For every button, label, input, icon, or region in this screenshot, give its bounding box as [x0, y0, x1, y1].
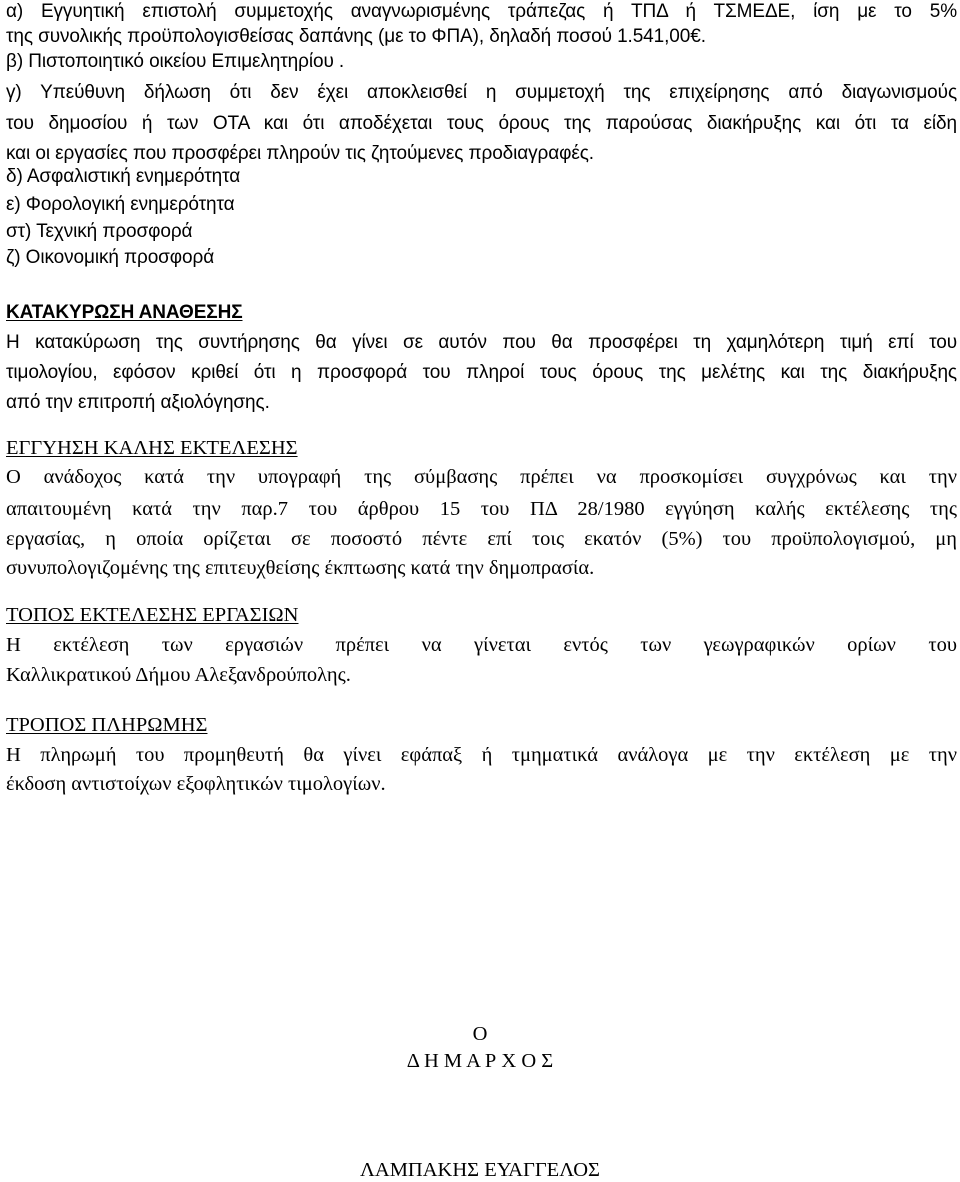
signature-title: Δ Η Μ Α Ρ Χ Ο Σ: [406, 1050, 554, 1072]
award-line-2: τιμολογίου, εφόσον κριθεί ότι η προσφορά του πληροί τους όρους της μελέτης και της διακήρυξης: [6, 362, 957, 383]
item-d: δ) Ασφαλιστική ενημερότητα: [6, 166, 241, 187]
item-z: ζ) Οικονομική προσφορά: [6, 247, 215, 268]
signature-article: Ο: [472, 1023, 488, 1045]
guarantee-line-3: εργασίας, η οποία ορίζεται σε ποσοστό πέντε επί τοις εκατόν (5%) του προϋπολογισμού, μη: [6, 528, 957, 550]
award-line-3: από την επιτροπή αξιολόγησης.: [6, 392, 270, 413]
award-heading: ΚΑΤΑΚΥΡΩΣΗ ΑΝΑΘΕΣΗΣ: [6, 302, 243, 323]
item-c-line-3: και οι εργασίες που προσφέρει πληρούν τις ζητούμενες προδιαγραφές.: [6, 143, 594, 164]
item-c-line-2: του δημοσίου ή των ΟΤΑ και ότι αποδέχεται τους όρους της παρούσας διακήρυξης και ότι τα είδη: [6, 113, 957, 134]
item-c-line-1: γ) Υπεύθυνη δήλωση ότι δεν έχει αποκλεισθεί η συμμετοχή της επιχείρησης από διαγωνισμούς: [6, 82, 957, 103]
payment-line-1: Η πληρωμή του προμηθευτή θα γίνει εφάπαξ ή τμηματικά ανάλογα με την εκτέλεση με την: [6, 744, 957, 766]
location-line-2: Καλλικρατικού Δήμου Αλεξανδρούπολης.: [6, 664, 351, 686]
item-a-line-2: της συνολικής προϋπολογισθείσας δαπάνης (με το ΦΠΑ), δηλαδή ποσού 1.541,00€.: [6, 26, 706, 47]
guarantee-heading: ΕΓΓΥΗΣΗ ΚΑΛΗΣ ΕΚΤΕΛΕΣΗΣ: [6, 437, 298, 459]
payment-heading: ΤΡΟΠΟΣ ΠΛΗΡΩΜΗΣ: [6, 714, 208, 736]
item-e: ε) Φορολογική ενημερότητα: [6, 194, 235, 215]
guarantee-line-4: συνυπολογιζομένης της επιτευχθείσης έκπτωσης κατά την δημοπρασία.: [6, 557, 595, 579]
location-heading: ΤΟΠΟΣ ΕΚΤΕΛΕΣΗΣ ΕΡΓΑΣΙΩΝ: [6, 604, 299, 626]
guarantee-line-2: απαιτουμένη κατά την παρ.7 του άρθρου 15 του ΠΔ 28/1980 εγγύηση καλής εκτέλεσης της: [6, 498, 957, 520]
item-b: β) Πιστοποιητικό οικείου Επιμελητηρίου .: [6, 51, 345, 72]
location-line-1: Η εκτέλεση των εργασιών πρέπει να γίνεται εντός των γεωγραφικών ορίων του: [6, 634, 957, 656]
item-a-line-1: α) Εγγυητική επιστολή συμμετοχής αναγνωρισμένης τράπεζας ή ΤΠΔ ή ΤΣΜΕΔΕ, ίση με το 5%: [6, 1, 957, 22]
payment-line-2: έκδοση αντιστοίχων εξοφλητικών τιμολογίων.: [6, 773, 386, 795]
item-st: στ) Τεχνική προσφορά: [6, 221, 193, 242]
signature-name: ΛΑΜΠΑΚΗΣ ΕΥΑΓΓΕΛΟΣ: [360, 1159, 600, 1181]
award-line-1: Η κατακύρωση της συντήρησης θα γίνει σε αυτόν που θα προσφέρει τη χαμηλότερη τιμή επί του: [6, 332, 957, 353]
guarantee-line-1: Ο ανάδοχος κατά την υπογραφή της σύμβασης πρέπει να προσκομίσει συγχρόνως και την: [6, 466, 957, 488]
